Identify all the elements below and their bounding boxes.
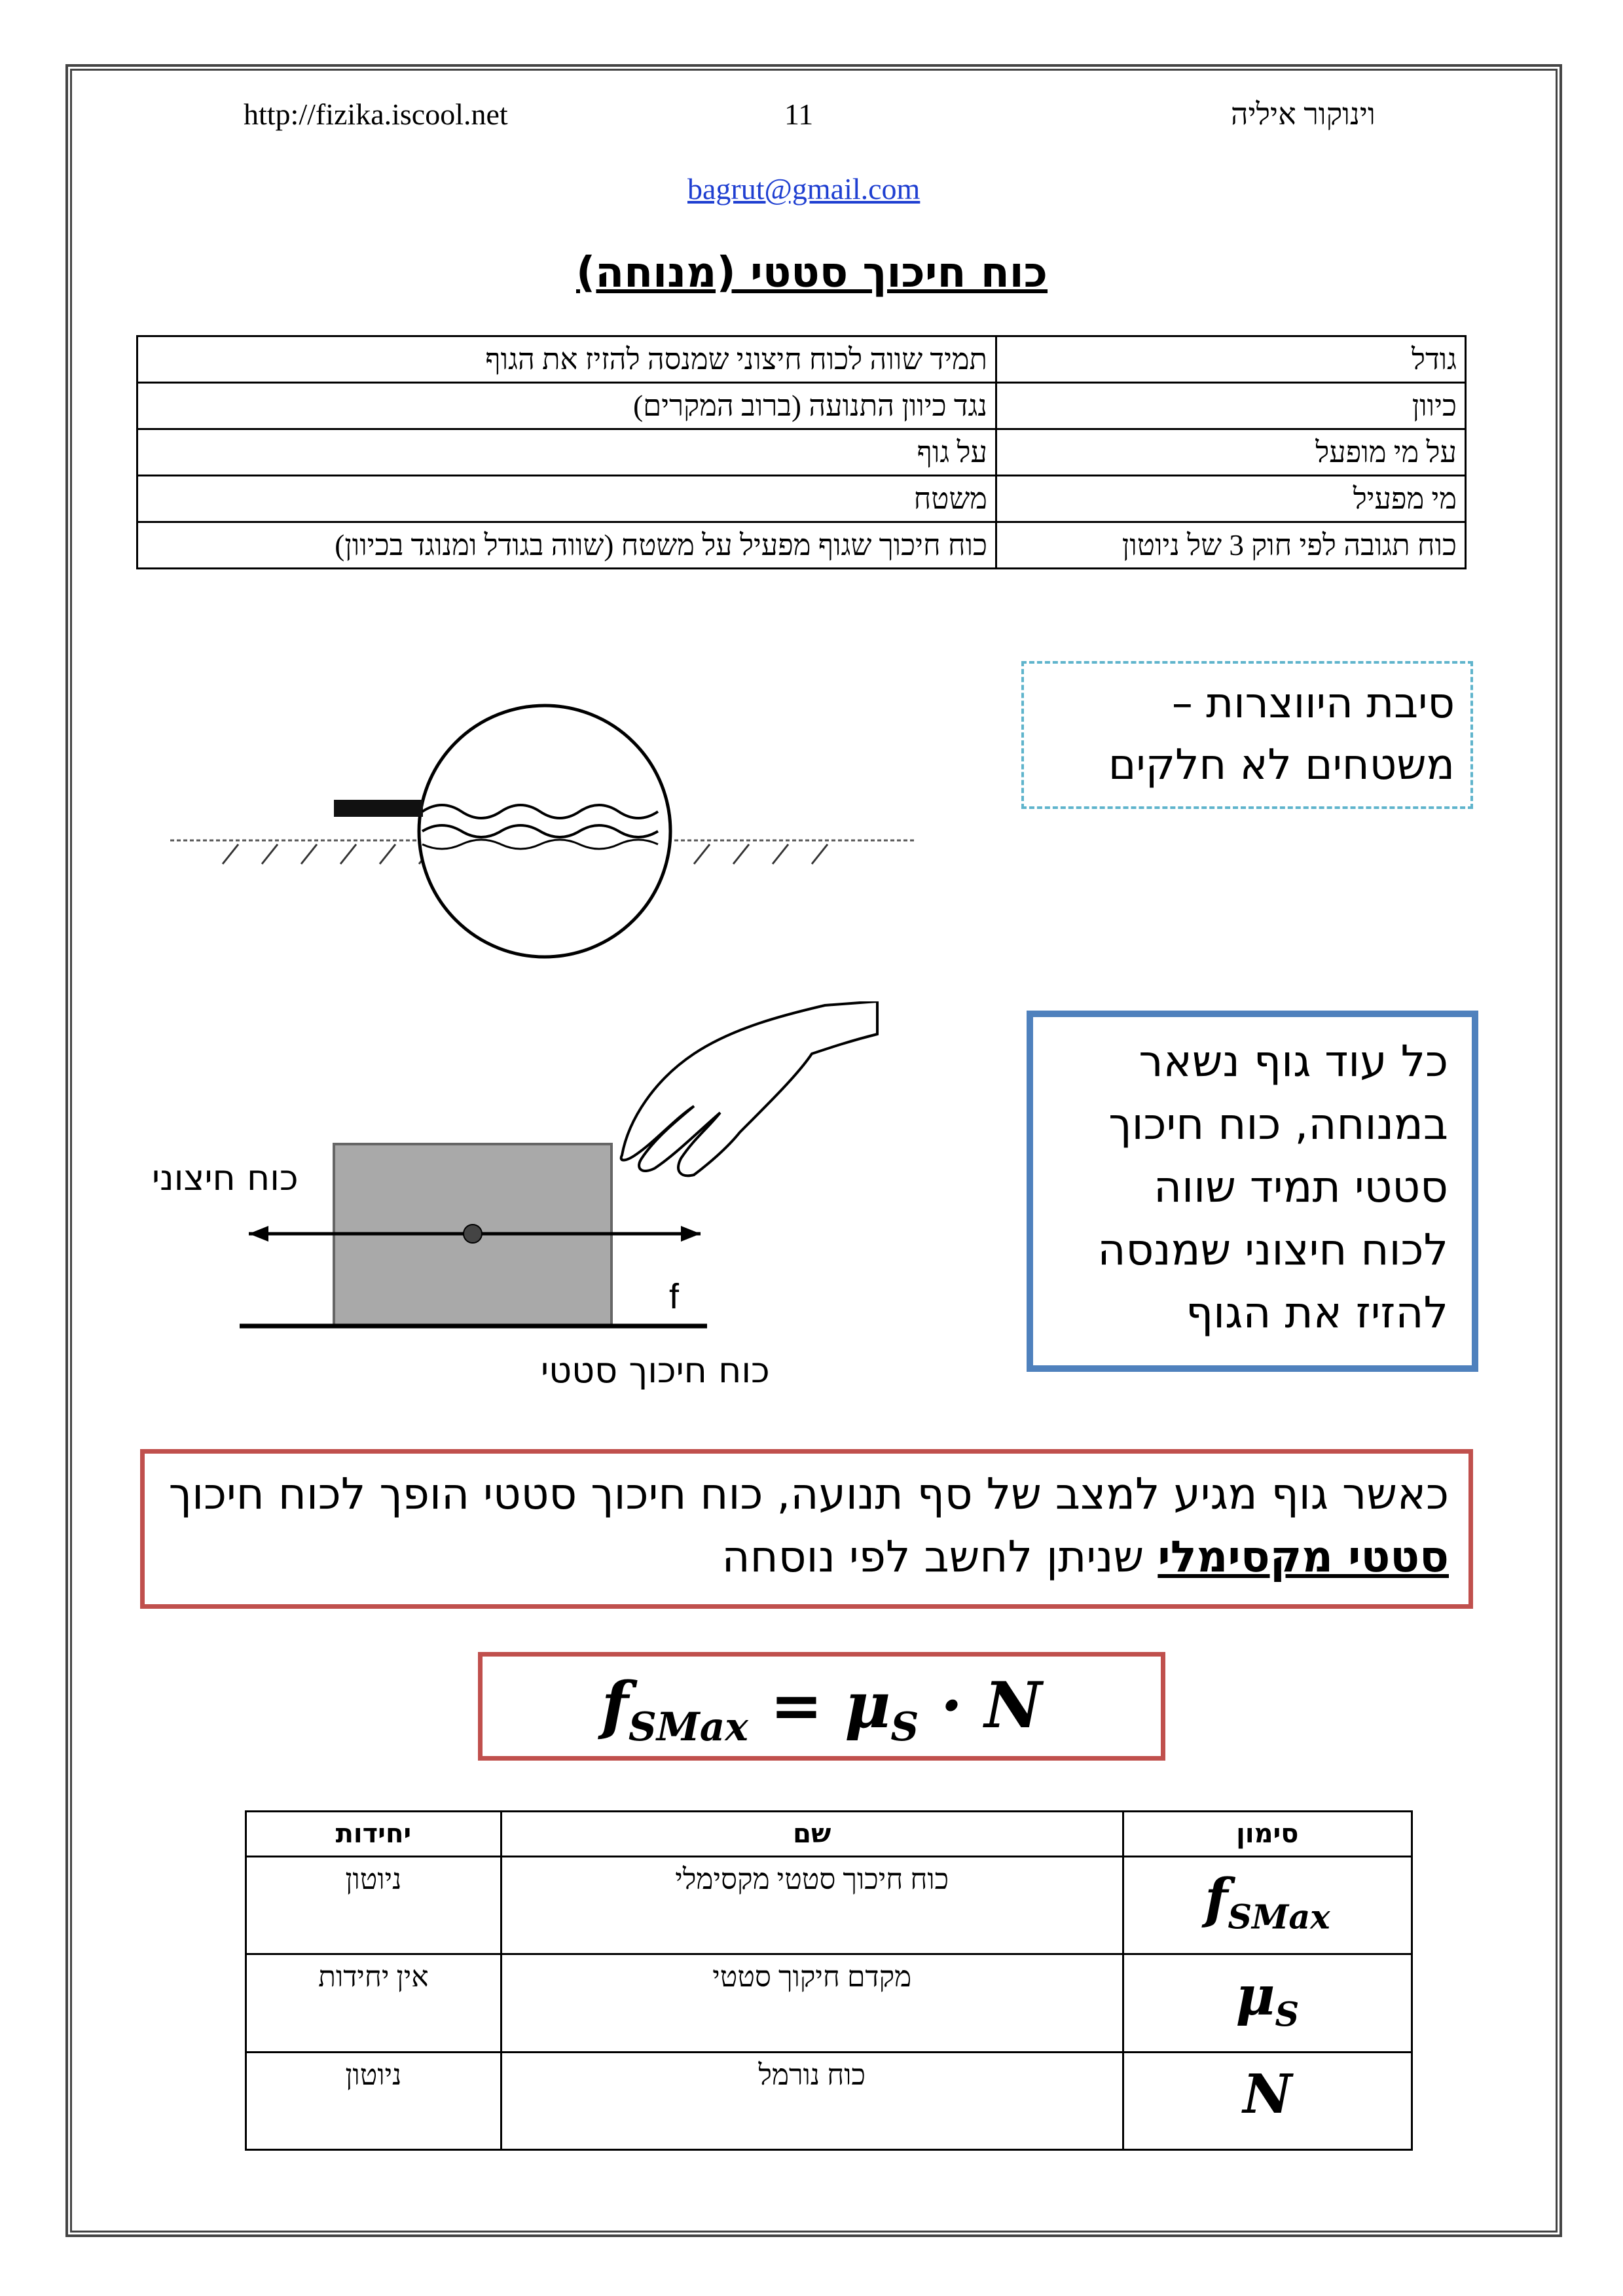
table-header-row [246, 1812, 1412, 1857]
formula-mu: μ [845, 1668, 891, 1742]
header-unit: יחידות [246, 1812, 501, 1857]
name-cell: מקדם חיקוך סטטי [501, 1954, 1123, 2052]
unit-cell: אין יחידות [246, 1954, 501, 2052]
symbol-cell: N [1123, 2052, 1412, 2149]
property-key: כיוון [996, 383, 1466, 429]
max-text-before: כאשר גוף מגיע למצב של סף תנועה, כוח חיכוך סטטי הופך לכוח חיכוך [168, 1469, 1449, 1519]
header-author: וינוקור איליה [1231, 98, 1376, 131]
header-symbol: סימון [1123, 1812, 1412, 1857]
formula-mu-sub: S [890, 1704, 919, 1751]
table-row [246, 1857, 1412, 1954]
rest-condition-box [1027, 1011, 1478, 1372]
name-cell: כוח חיכוך סטטי מקסימלי [501, 1857, 1123, 1954]
properties-table [136, 335, 1467, 569]
cause-line-1: סיבת היווצרות – [1171, 679, 1455, 728]
rest-line: במנוחה, כוח חיכוך [1108, 1099, 1448, 1149]
table-row [137, 429, 1466, 476]
property-key: מי מפעיל [996, 476, 1466, 522]
friction-symbol-label: f [669, 1277, 680, 1316]
rest-line: כל עוד גוף נשאר [1139, 1036, 1448, 1086]
formula-dot: · [940, 1668, 963, 1742]
page-title: כוח חיכוך סטטי (מנוחה) [575, 249, 1048, 297]
property-value: משטח [137, 476, 996, 522]
formula-n: N [984, 1668, 1042, 1742]
static-friction-label: כוח חיכוך סטטי [541, 1350, 770, 1391]
max-text-after: שניתן לחשב לפי נוסחה [721, 1532, 1158, 1582]
page-number: 11 [784, 98, 814, 131]
formula-equals: = [770, 1668, 823, 1742]
property-key: גודל [996, 336, 1466, 383]
table-row [137, 383, 1466, 429]
max-static-friction-box [140, 1449, 1473, 1609]
rest-line: להזיז את הגוף [1185, 1287, 1448, 1338]
property-value: תמיד שווה לכוח חיצוני שמנסה להזיז את הגוף [137, 336, 996, 383]
symbols-table [245, 1810, 1413, 2151]
table-row [246, 1954, 1412, 2052]
table-row [137, 336, 1466, 383]
name-cell: כוח נורמל [501, 2052, 1123, 2149]
symbol-cell: $f_{SMax}$ [1123, 1857, 1412, 1954]
header-url[interactable]: http://fizika.iscool.net [244, 98, 508, 131]
formula-f: f [601, 1668, 629, 1742]
table-row [246, 2052, 1412, 2149]
table-row [137, 522, 1466, 569]
header-name: שם [501, 1812, 1123, 1857]
symbol-cell: $\mu_S$ [1123, 1954, 1412, 2052]
unit-cell: ניוטון [246, 1857, 501, 1954]
property-value: על גוף [137, 429, 996, 476]
surface-roughness-illustration [170, 681, 930, 969]
table-row [137, 476, 1466, 522]
formula-box [478, 1652, 1165, 1761]
rest-line: לכוח חיצוני שמנסה [1097, 1225, 1448, 1275]
static-friction-figure [223, 1001, 956, 1355]
property-value: נגד כיוון התנועה (ברוב המקרים) [137, 383, 996, 429]
external-force-label: כוח חיצוני [152, 1157, 299, 1198]
max-emphasis: סטטי מקסימלי [1158, 1532, 1449, 1582]
header-email-link[interactable]: bagrut@gmail.com [687, 172, 921, 206]
rest-line: סטטי תמיד שווה [1154, 1162, 1448, 1212]
hand-icon [621, 1001, 877, 1175]
property-value: כוח חיכוך שגוף מפעיל על משטח (שווה בגודל ומנוגד בכיוון) [137, 522, 996, 569]
cause-line-2: משטחים לא חלקים [1108, 741, 1455, 789]
property-key: על מי מופעל [996, 429, 1466, 476]
unit-cell: ניוטון [246, 2052, 501, 2149]
cause-box [1021, 661, 1473, 809]
formula-f-sub: SMax [628, 1704, 748, 1751]
property-key: כוח תגובה לפי חוק 3 של ניוטון [996, 522, 1466, 569]
